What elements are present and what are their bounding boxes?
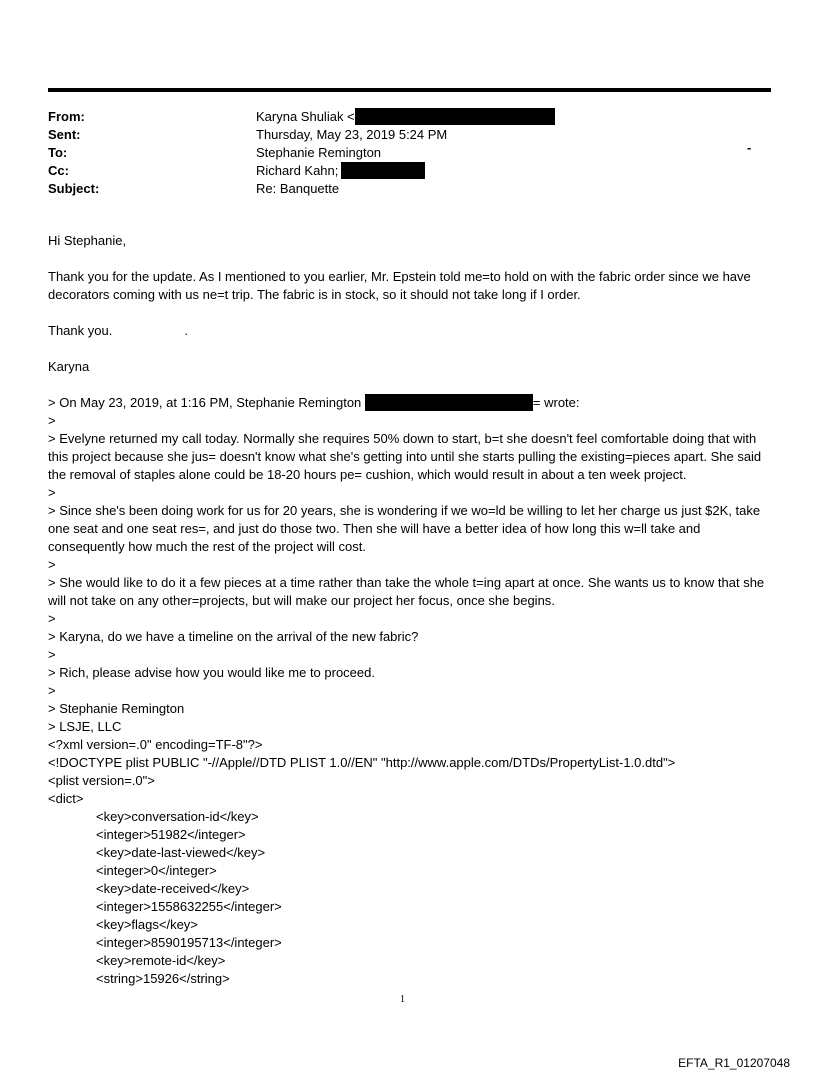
quoted-line: >	[48, 611, 56, 626]
from-row	[48, 108, 768, 126]
xml-declaration: <?xml version=.0" encoding=TF-8"?>	[48, 737, 263, 752]
subject-value: Re: Banquette	[256, 181, 340, 196]
redaction-box	[355, 108, 555, 125]
page-number: 1	[400, 994, 405, 1005]
from-label: From:	[48, 109, 85, 124]
message-paragraph: Thank you for the update. As I mentioned to you earlier, Mr. Epstein told me=to hold on with the fabric order since we have decorators coming with us ne=t trip. The fabric is in stock, so it should not take long if I order.	[48, 269, 755, 302]
quoted-line: > Stephanie Remington	[48, 701, 185, 716]
quoted-line: >	[48, 413, 56, 428]
to-row	[48, 144, 768, 162]
xml-dict: <dict>	[48, 791, 84, 806]
xml-plist: <plist version=.0">	[48, 773, 155, 788]
xml-entry: <key>remote-id</key>	[96, 953, 226, 968]
xml-block	[48, 736, 778, 988]
quoted-line: > Evelyne returned my call today. Normally she requires 50% down to start, b=t she doesn't feel comfortable doing that with this project because she jus= doesn't know what she's getting into until she starts pulling the existing=pieces apart. She said the removal of staples alone could be 18-20 hours pe= cushion, which would result in about a ten week project.	[48, 431, 765, 482]
xml-entry: <key>flags</key>	[96, 917, 198, 932]
quoted-line: > Since she's been doing work for us for 20 years, she is wondering if we wo=ld be willing to let her charge us just $2K, take one seat and one seat res=, and just do those two. Then she will have a better idea of how long this w=ll take and consequently how much the rest of the project will cost.	[48, 503, 764, 554]
redaction-box	[365, 394, 533, 411]
quoted-line: >	[48, 683, 56, 698]
to-value: Stephanie Remington	[256, 145, 382, 160]
subject-row	[48, 180, 768, 198]
sent-row	[48, 126, 768, 144]
stray-dot: .	[184, 323, 188, 338]
quoted-line: > She would like to do it a few pieces at a time rather than take the whole t=ing apart at once. She wants us to know that she will not take on any other=projects, but will make our project her focus, once she begins.	[48, 575, 768, 608]
cc-label: Cc:	[48, 163, 69, 178]
quoted-intro: > On May 23, 2019, at 1:16 PM, Stephanie Remington = wrote:	[48, 395, 580, 410]
redaction-box	[341, 162, 425, 179]
greeting: Hi Stephanie,	[48, 233, 127, 248]
xml-entry: <integer>0</integer>	[96, 863, 217, 878]
sent-label: Sent:	[48, 127, 81, 142]
xml-entry: <key>conversation-id</key>	[96, 809, 259, 824]
xml-entry: <integer>8590195713</integer>	[96, 935, 282, 950]
header-rule	[48, 88, 771, 92]
email-body	[48, 232, 778, 988]
quoted-line: >	[48, 485, 56, 500]
bates-number: EFTA_R1_01207048	[678, 1056, 790, 1070]
xml-doctype: <!DOCTYPE plist PUBLIC "-//Apple//DTD PLIST 1.0//EN" "http://www.apple.com/DTDs/PropertyList-1.0.dtd">	[48, 755, 676, 770]
xml-entry: <key>date-last-viewed</key>	[96, 845, 266, 860]
xml-entry: <key>date-received</key>	[96, 881, 250, 896]
quoted-line: > LSJE, LLC	[48, 719, 122, 734]
quoted-line: > Karyna, do we have a timeline on the arrival of the new fabric?	[48, 629, 419, 644]
xml-entry: <integer>1558632255</integer>	[96, 899, 282, 914]
signature: Karyna	[48, 359, 90, 374]
quoted-line: >	[48, 647, 56, 662]
to-label: To:	[48, 145, 68, 160]
xml-entry: <string>15926</string>	[96, 971, 230, 986]
cc-row	[48, 162, 768, 180]
subject-label: Subject:	[48, 181, 100, 196]
quoted-line: > Rich, please advise how you would like me to proceed.	[48, 665, 375, 680]
cc-value: Richard Kahn;	[256, 163, 339, 178]
sent-value: Thursday, May 23, 2019 5:24 PM	[256, 127, 448, 142]
from-value: Karyna Shuliak <	[256, 109, 355, 124]
thanks-line: Thank you.	[48, 323, 113, 338]
xml-entry: <integer>51982</integer>	[96, 827, 246, 842]
email-header	[48, 108, 768, 198]
margin-mark: -	[747, 140, 752, 155]
quoted-line: >	[48, 557, 56, 572]
